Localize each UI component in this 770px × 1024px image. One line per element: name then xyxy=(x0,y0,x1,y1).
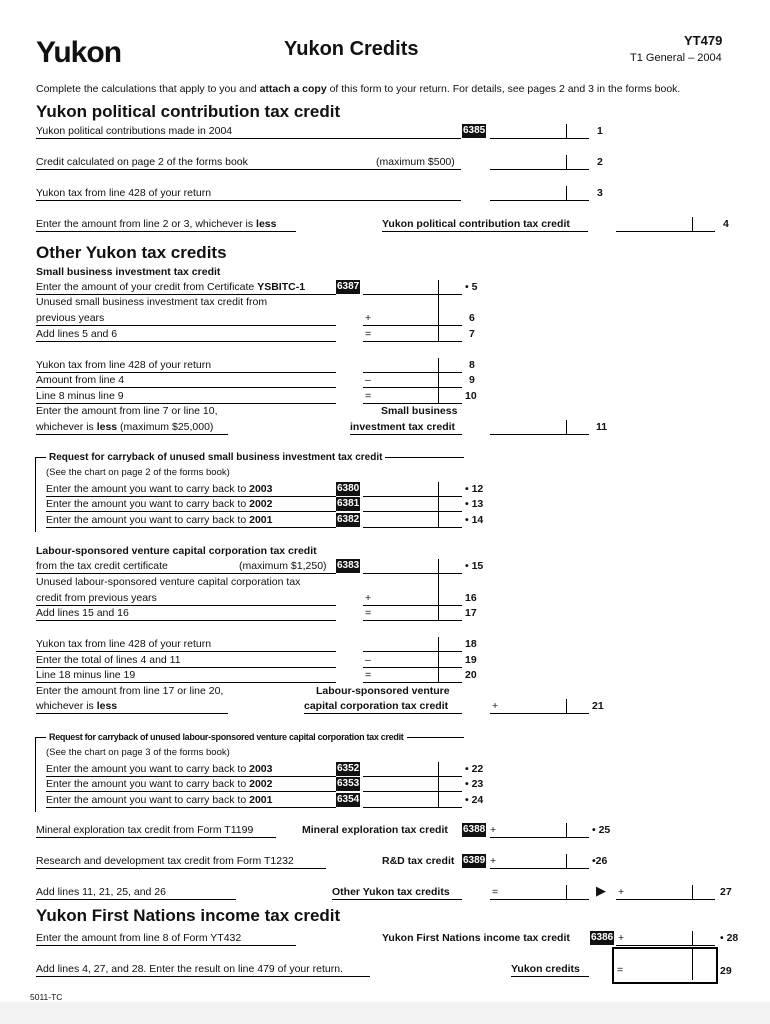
code-6380: 6380 xyxy=(337,483,360,494)
line11-amount-field[interactable] xyxy=(490,420,589,435)
line25-amount-field[interactable] xyxy=(490,823,589,838)
intro-text: Complete the calculations that apply to you and attach a copy of this form to your return. For details, see pages 2 and 3 in the forms book. xyxy=(36,83,681,95)
code-6382: 6382 xyxy=(337,514,360,525)
line3-amount-field[interactable] xyxy=(490,186,589,201)
code-6387: 6387 xyxy=(337,281,360,292)
section-heading-political: Yukon political contribution tax credit xyxy=(36,102,341,121)
line4-label: Enter the amount from line 2 or 3, whichever is less xyxy=(36,218,277,230)
op-equals: = xyxy=(492,886,499,898)
carryback-row-label: Enter the amount you want to carry back to 2003 xyxy=(46,483,273,495)
code-6386: 6386 xyxy=(591,932,614,943)
carryback-title-sbitc: Request for carryback of unused small business investment tax credit xyxy=(46,452,385,463)
carryback-title-lsvcc: Request for carryback of unused labour-sponsored venture capital corporation tax credit xyxy=(46,732,407,742)
line21-amount-field[interactable] xyxy=(490,699,589,714)
carryback-note: (See the chart on page 3 of the forms book) xyxy=(46,747,230,758)
line-number: • 24 xyxy=(465,794,484,806)
line20-label: Line 18 minus line 19 xyxy=(36,669,136,681)
op-equals: = xyxy=(617,964,624,976)
op-plus: + xyxy=(618,932,625,944)
line26-label: Research and development tax credit from Form T1232 xyxy=(36,855,294,867)
carryback-2003-field[interactable] xyxy=(363,482,462,497)
line-number: 9 xyxy=(469,374,475,386)
line17-amount-field[interactable] xyxy=(363,606,462,621)
line3-label: Yukon tax from line 428 of your return xyxy=(36,187,212,199)
carryback-2002-field[interactable] xyxy=(363,497,462,512)
op-plus: + xyxy=(618,886,625,898)
line29-total-field[interactable] xyxy=(612,947,718,984)
carryback-note: (See the chart on page 2 of the forms book) xyxy=(46,467,230,478)
line28-label: Enter the amount from line 8 of Form YT432 xyxy=(36,932,242,944)
line-number: 11 xyxy=(596,421,608,433)
line4-credit-label: Yukon political contribution tax credit xyxy=(382,218,570,230)
op-plus: + xyxy=(365,592,372,604)
line21-label-a: Enter the amount from line 17 or line 20, xyxy=(36,685,224,697)
line26-amount-field[interactable] xyxy=(490,854,589,869)
line25-label: Mineral exploration tax credit from Form T1199 xyxy=(36,824,254,836)
line-number: • 14 xyxy=(465,514,484,526)
line8-label: Yukon tax from line 428 of your return xyxy=(36,359,212,371)
code-6388: 6388 xyxy=(463,824,486,835)
op-plus: + xyxy=(365,312,372,324)
code-6353: 6353 xyxy=(337,778,360,789)
line2-amount-field[interactable] xyxy=(490,155,589,170)
line-number: • 5 xyxy=(465,281,478,293)
line11-label-a: Enter the amount from line 7 or line 10, xyxy=(36,405,218,417)
line27-subtotal-field[interactable] xyxy=(490,885,589,900)
op-equals: = xyxy=(365,607,372,619)
line10-amount-field[interactable] xyxy=(363,389,462,404)
form-id: YT479 xyxy=(684,33,723,48)
carryback-row-label: Enter the amount you want to carry back to 2001 xyxy=(46,514,273,526)
line7-label: Add lines 5 and 6 xyxy=(36,328,118,340)
line15-amount-field[interactable] xyxy=(363,559,462,574)
line18-amount-field[interactable] xyxy=(363,637,462,652)
line6-label-b: previous years xyxy=(36,312,105,324)
page-bottom-margin xyxy=(0,1002,770,1024)
line-number: 3 xyxy=(597,187,603,199)
line1-amount-field[interactable] xyxy=(490,124,589,139)
carryback-2001-field[interactable] xyxy=(363,793,462,808)
line27-credit-label: Other Yukon tax credits xyxy=(332,886,450,898)
line16-label-a: Unused labour-sponsored venture capital corporation tax xyxy=(36,576,301,588)
form-title: Yukon Credits xyxy=(284,38,419,60)
line-number: • 22 xyxy=(465,763,484,775)
yukon-logo: Yukon xyxy=(36,36,122,69)
op-equals: = xyxy=(365,669,372,681)
line-number: • 23 xyxy=(465,778,484,790)
carryback-2003-field[interactable] xyxy=(363,762,462,777)
op-plus: + xyxy=(492,700,499,712)
line21-credit-label-a: Labour-sponsored venture xyxy=(316,685,450,697)
sb-heading: Small business investment tax credit xyxy=(36,266,221,278)
line1-label: Yukon political contributions made in 2004 xyxy=(36,125,233,137)
line29-label: Add lines 4, 27, and 28. Enter the result on line 479 of your return. xyxy=(36,963,344,975)
line25-credit-label: Mineral exploration tax credit xyxy=(302,824,448,836)
op-minus: – xyxy=(365,654,371,666)
line5-label: Enter the amount of your credit from Certificate YSBITC-1 xyxy=(36,281,306,293)
line-number: • 12 xyxy=(465,483,484,495)
op-equals: = xyxy=(365,328,372,340)
section-heading-first-nations: Yukon First Nations income tax credit xyxy=(36,906,341,925)
line2-label: Credit calculated on page 2 of the forms book xyxy=(36,156,248,168)
code-6381: 6381 xyxy=(337,498,360,509)
line-number: 19 xyxy=(465,654,477,666)
line-number: 2 xyxy=(597,156,603,168)
line-number: 8 xyxy=(469,359,475,371)
line7-amount-field[interactable] xyxy=(363,327,462,342)
op-equals: = xyxy=(365,390,372,402)
line11-credit-label-b: investment tax credit xyxy=(350,421,456,433)
line9-label: Amount from line 4 xyxy=(36,374,125,386)
line16-amount-field[interactable] xyxy=(363,591,462,606)
line17-label: Add lines 15 and 16 xyxy=(36,607,129,619)
line-number: 6 xyxy=(469,312,475,324)
carryback-2001-field[interactable] xyxy=(363,513,462,528)
carryback-2002-field[interactable] xyxy=(363,777,462,792)
code-6352: 6352 xyxy=(337,763,360,774)
form-subtitle: T1 General – 2004 xyxy=(630,52,722,64)
line-number: • 28 xyxy=(720,932,739,944)
line-number: 29 xyxy=(720,965,732,977)
line28-credit-label: Yukon First Nations income tax credit xyxy=(382,932,570,944)
line19-label: Enter the total of lines 4 and 11 xyxy=(36,654,181,666)
line-number: • 15 xyxy=(465,560,484,572)
line-number: •26 xyxy=(592,855,608,867)
line19-amount-field[interactable] xyxy=(363,653,462,668)
line6-label-a: Unused small business investment tax credit from xyxy=(36,296,268,308)
line5-amount-field[interactable] xyxy=(363,280,462,295)
carryback-row-label: Enter the amount you want to carry back to 2003 xyxy=(46,763,273,775)
carryback-row-label: Enter the amount you want to carry back to 2001 xyxy=(46,794,273,806)
op-minus: – xyxy=(365,374,371,386)
line-number: 1 xyxy=(597,125,603,137)
line18-label: Yukon tax from line 428 of your return xyxy=(36,638,212,650)
line-number: 17 xyxy=(465,607,477,619)
line27-amount-field[interactable] xyxy=(616,885,715,900)
arrow-right-icon: ▶ xyxy=(596,883,606,898)
line9-amount-field[interactable] xyxy=(363,373,462,388)
line-number: • 13 xyxy=(465,498,484,510)
lab-heading: Labour-sponsored venture capital corporation tax credit xyxy=(36,545,317,557)
line21-credit-label-b: capital corporation tax credit xyxy=(304,700,449,712)
line6-amount-field[interactable] xyxy=(363,311,462,326)
line-number: 7 xyxy=(469,328,475,340)
code-6383: 6383 xyxy=(337,560,360,571)
op-plus: + xyxy=(490,824,497,836)
line-number: 18 xyxy=(465,638,477,650)
form-code-footer: 5011-TC xyxy=(30,992,63,1002)
carryback-row-label: Enter the amount you want to carry back to 2002 xyxy=(46,498,273,510)
line15-max: (maximum $1,250) xyxy=(239,560,327,572)
line11-label-b: whichever is less (maximum $25,000) xyxy=(36,421,214,433)
line15-label: from the tax credit certificate xyxy=(36,560,168,572)
line8-amount-field[interactable] xyxy=(363,358,462,373)
line27-label: Add lines 11, 21, 25, and 26 xyxy=(36,886,166,898)
line-number: 10 xyxy=(465,390,477,402)
line-number: 16 xyxy=(465,592,477,604)
line21-label-b: whichever is less xyxy=(36,700,118,712)
line-number: 4 xyxy=(723,218,729,230)
line4-amount-field[interactable] xyxy=(616,217,715,232)
line20-amount-field[interactable] xyxy=(363,668,462,683)
line-number: 20 xyxy=(465,669,477,681)
op-plus: + xyxy=(490,855,497,867)
line-number: • 25 xyxy=(592,824,611,836)
line29-credit-label: Yukon credits xyxy=(511,963,580,975)
line28-amount-field[interactable] xyxy=(616,931,715,946)
code-6354: 6354 xyxy=(337,794,360,805)
line26-credit-label: R&D tax credit xyxy=(382,855,455,867)
code-6389: 6389 xyxy=(463,855,486,866)
section-heading-other: Other Yukon tax credits xyxy=(36,243,227,262)
line11-credit-label-a: Small business xyxy=(381,405,458,417)
code-6385: 6385 xyxy=(463,125,486,136)
carryback-row-label: Enter the amount you want to carry back to 2002 xyxy=(46,778,273,790)
line-number: 27 xyxy=(720,886,732,898)
line16-label-b: credit from previous years xyxy=(36,592,157,604)
line-number: 21 xyxy=(592,700,604,712)
line2-max: (maximum $500) xyxy=(376,156,455,168)
line10-label: Line 8 minus line 9 xyxy=(36,390,124,402)
